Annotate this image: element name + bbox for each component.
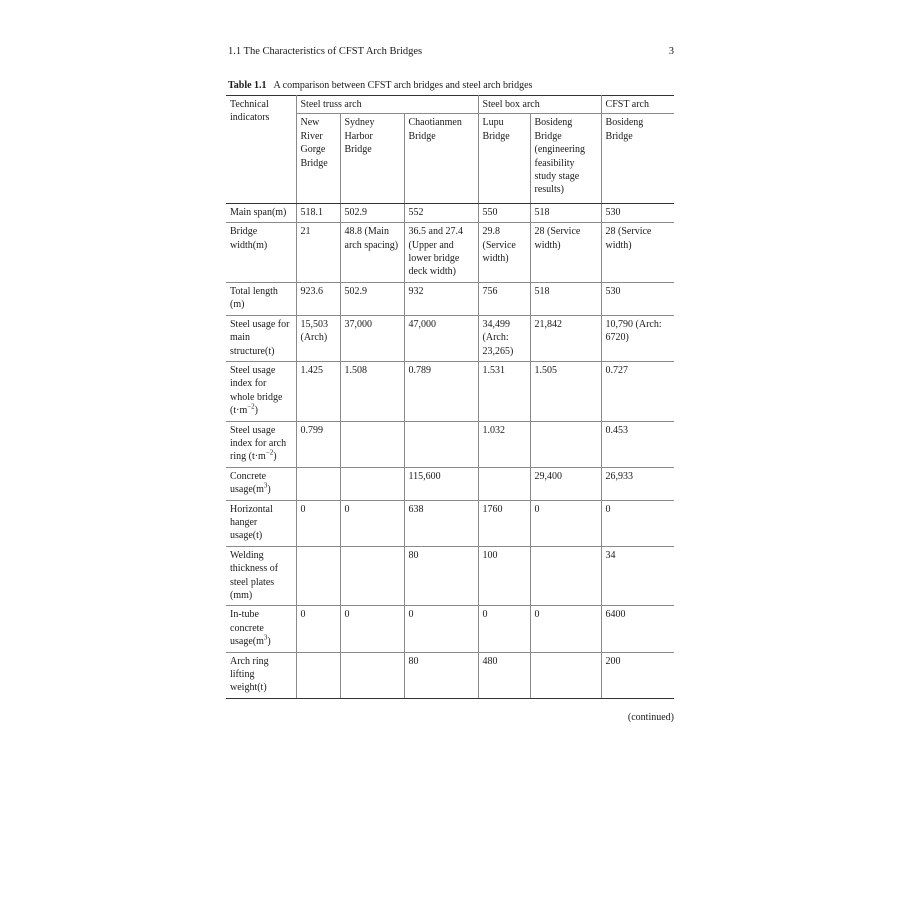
- bridge-header-bosideng-study: Bosideng Bridge (engineering feasibility study stage results): [530, 114, 601, 203]
- indicator-cell: Arch ring lifting weight(t): [226, 652, 296, 698]
- value-cell: 518: [530, 282, 601, 315]
- value-cell: [296, 467, 340, 500]
- section-title: 1.1 The Characteristics of CFST Arch Bridges: [228, 46, 423, 57]
- page-number: 3: [668, 46, 674, 57]
- indicator-cell: In-tube concrete $usage(m^3)$: [226, 606, 296, 652]
- bridge-header-new-river-gorge: New River Gorge Bridge: [296, 114, 340, 203]
- table-row: [226, 500, 674, 546]
- indicator-cell: Total length (m): [226, 282, 296, 315]
- value-cell: 36.5 and 27.4 (Upper and lower bridge deck width): [404, 223, 478, 283]
- group-header-cfst-arch: CFST arch: [601, 96, 674, 114]
- value-cell: 80: [404, 652, 478, 698]
- value-cell: [296, 546, 340, 606]
- running-head: [228, 46, 674, 62]
- value-cell: 0: [530, 606, 601, 652]
- table-row: [226, 361, 674, 421]
- indicator-cell: Main span(m): [226, 203, 296, 222]
- value-cell: 923.6: [296, 282, 340, 315]
- value-cell: 0: [530, 500, 601, 546]
- value-cell: 0.789: [404, 361, 478, 421]
- value-cell: 21: [296, 223, 340, 283]
- value-cell: 6400: [601, 606, 674, 652]
- table-row: [226, 315, 674, 361]
- value-cell: 26,933: [601, 467, 674, 500]
- table-row: [226, 223, 674, 283]
- value-cell: 34,499 (Arch: 23,265): [478, 315, 530, 361]
- value-cell: 15,503 (Arch): [296, 315, 340, 361]
- value-cell: 550: [478, 203, 530, 222]
- indicator-cell: Steel usage for main structure(t): [226, 315, 296, 361]
- table-row: [226, 421, 674, 467]
- value-cell: 47,000: [404, 315, 478, 361]
- indicator-cell: Horizontal hanger usage(t): [226, 500, 296, 546]
- value-cell: 48.8 (Main arch spacing): [340, 223, 404, 283]
- value-cell: [340, 546, 404, 606]
- value-cell: 756: [478, 282, 530, 315]
- value-cell: 37,000: [340, 315, 404, 361]
- value-cell: [530, 546, 601, 606]
- value-cell: 932: [404, 282, 478, 315]
- bridge-header-lupu: Lupu Bridge: [478, 114, 530, 203]
- value-cell: [340, 421, 404, 467]
- value-cell: [340, 652, 404, 698]
- value-cell: [340, 467, 404, 500]
- value-cell: [478, 467, 530, 500]
- table-caption-text: A comparison between CFST arch bridges and steel arch bridges: [273, 80, 533, 91]
- value-cell: 200: [601, 652, 674, 698]
- value-cell: 1.032: [478, 421, 530, 467]
- value-cell: 0: [601, 500, 674, 546]
- value-cell: 1.508: [340, 361, 404, 421]
- table-row: [226, 467, 674, 500]
- value-cell: 115,600: [404, 467, 478, 500]
- table-row: [226, 546, 674, 606]
- indicator-cell: Welding thickness of steel plates (mm): [226, 546, 296, 606]
- value-cell: 0.453: [601, 421, 674, 467]
- indicator-cell: Bridge width(m): [226, 223, 296, 283]
- value-cell: 530: [601, 203, 674, 222]
- table-row: [226, 606, 674, 652]
- bridge-header-chaotianmen: Chaotianmen Bridge: [404, 114, 478, 203]
- corner-header: Technical indicators: [226, 96, 296, 204]
- value-cell: 29.8 (Service width): [478, 223, 530, 283]
- value-cell: 502.9: [340, 282, 404, 315]
- table-row: [226, 282, 674, 315]
- value-cell: 638: [404, 500, 478, 546]
- table-row: [226, 652, 674, 698]
- indicator-cell: Concrete $usage(m^3)$: [226, 467, 296, 500]
- value-cell: 100: [478, 546, 530, 606]
- table-body: [226, 203, 674, 698]
- value-cell: 518: [530, 203, 601, 222]
- continued-note: (continued): [627, 712, 674, 723]
- value-cell: 1760: [478, 500, 530, 546]
- value-cell: 0: [340, 500, 404, 546]
- value-cell: 552: [404, 203, 478, 222]
- group-header-row: [226, 96, 674, 114]
- value-cell: 502.9: [340, 203, 404, 222]
- value-cell: 0: [478, 606, 530, 652]
- table-label: Table 1.1: [228, 80, 267, 91]
- value-cell: 80: [404, 546, 478, 606]
- value-cell: 530: [601, 282, 674, 315]
- value-cell: 10,790 (Arch: 6720): [601, 315, 674, 361]
- value-cell: 21,842: [530, 315, 601, 361]
- group-header-steel-truss-arch: Steel truss arch: [296, 96, 478, 114]
- table-row: [226, 203, 674, 222]
- value-cell: 0.727: [601, 361, 674, 421]
- value-cell: 0: [296, 606, 340, 652]
- value-cell: 518.1: [296, 203, 340, 222]
- value-cell: 0: [404, 606, 478, 652]
- value-cell: [296, 652, 340, 698]
- value-cell: 0: [296, 500, 340, 546]
- value-cell: 28 (Service width): [530, 223, 601, 283]
- value-cell: 34: [601, 546, 674, 606]
- value-cell: 1.425: [296, 361, 340, 421]
- value-cell: [530, 421, 601, 467]
- indicator-cell: Steel usage index for arch ring $(t\cdot m^{-2})$: [226, 421, 296, 467]
- value-cell: 1.531: [478, 361, 530, 421]
- bridge-header-sydney-harbor: Sydney Harbor Bridge: [340, 114, 404, 203]
- indicator-cell: Steel usage index for whole bridge $(t\cdot m^{-2})$: [226, 361, 296, 421]
- bridge-header-bosideng: Bosideng Bridge: [601, 114, 674, 203]
- value-cell: [530, 652, 601, 698]
- value-cell: 29,400: [530, 467, 601, 500]
- value-cell: 0.799: [296, 421, 340, 467]
- value-cell: [404, 421, 478, 467]
- value-cell: 28 (Service width): [601, 223, 674, 283]
- value-cell: 480: [478, 652, 530, 698]
- value-cell: 0: [340, 606, 404, 652]
- value-cell: 1.505: [530, 361, 601, 421]
- table-caption: [228, 80, 532, 91]
- comparison-table: [226, 95, 674, 699]
- group-header-steel-box-arch: Steel box arch: [478, 96, 601, 114]
